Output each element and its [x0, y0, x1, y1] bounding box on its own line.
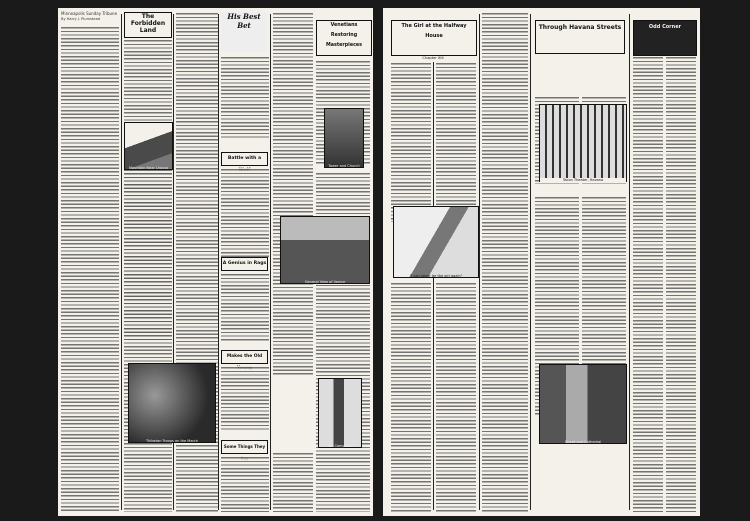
caption-campanile: The Campanile: [326, 444, 354, 448]
right-page: [383, 8, 700, 516]
photo-tower: [324, 108, 364, 168]
photo-street: [539, 364, 627, 444]
photo-soldiers: [128, 363, 216, 443]
masthead: Minneapolis Sunday Tribune: [61, 11, 118, 16]
caption-mountain: Mountain Near Lhassa: [129, 166, 168, 170]
headline-genius-rags: A Genius in Rags: [221, 257, 268, 271]
caption-soldiers: Thibetan Troops on the March: [146, 439, 198, 443]
left-column-1: [61, 12, 119, 512]
right-column-6: [633, 56, 663, 512]
headline-battle-wolf: Battle with a: [221, 152, 268, 166]
caption-street: Street and Cathedral: [564, 440, 602, 444]
caption-tower: Tower and Church: [328, 164, 360, 168]
headline-some-things: Some Things They: [221, 440, 268, 454]
caption-colonnade: Tacon Theater, Havana: [540, 178, 626, 182]
headline-forbidden-land: The Forbidden Land: [124, 12, 172, 38]
photo-mountain: [124, 122, 173, 170]
photo-city: [280, 216, 370, 284]
headline-makes-old-young: Makes the Old: [221, 350, 268, 364]
right-column-2: [436, 62, 476, 512]
caption-girl: "I can never be the girl again": [409, 274, 463, 278]
caption-city: General View of Venice: [304, 280, 346, 284]
byline: By Harry J. Plumstead: [61, 16, 101, 21]
headline-venetians: Venetians Restoring Masterpieces: [316, 20, 372, 56]
chapter-label: Chapter XIII: [422, 56, 444, 60]
headline-his-best-bet: His Best Bet: [221, 12, 267, 52]
right-column-7: [666, 56, 696, 512]
left-page: [58, 8, 373, 516]
photo-girl: [393, 206, 479, 278]
headline-halfway-house: The Girl at the Halfway House: [391, 20, 477, 56]
photo-campanile: [318, 378, 362, 448]
headline-havana: Through Havana Streets: [535, 20, 625, 54]
headline-odd-corner: Odd Corner: [633, 20, 697, 56]
photo-colonnade: [539, 104, 627, 182]
right-column-1: [391, 62, 431, 512]
right-column-3: [482, 12, 528, 512]
left-column-4: [221, 12, 269, 512]
